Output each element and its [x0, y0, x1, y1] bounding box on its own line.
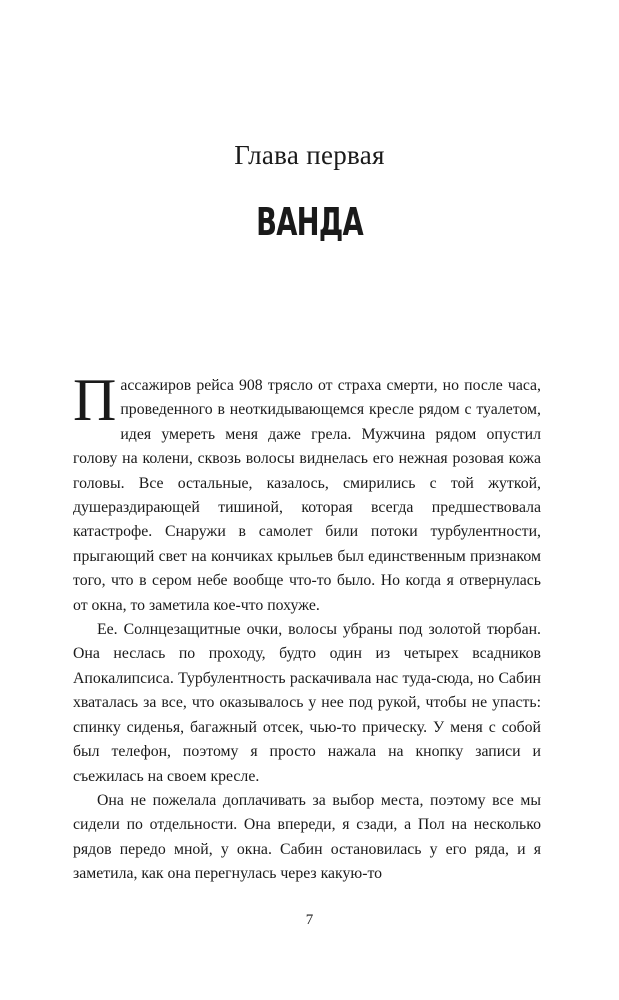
- paragraph-1: [73, 367, 541, 618]
- chapter-label: Глава первая: [234, 140, 385, 170]
- body-text: [73, 367, 541, 887]
- page-number: 7: [305, 912, 314, 928]
- paragraph-2: Ее. Солнцезащитные очки, волосы убраны под золотой тюрбан. Она неслась по проходу, будто один из четырех всадников Апокалипсиса. Турбулентность раскачивала нас туда-сюда, но Сабин хваталась за все, что оказывалось у нее под рукой, чтобы не упасть: спинку сиденья, багажный отсек, чью-то прическу. У меня с собой был телефон, поэтому я просто нажала на кнопку записи и съежилась на своем кресле.: [73, 621, 541, 785]
- chapter-title: ВАНДА: [256, 200, 363, 244]
- paragraph-1-text: ассажиров рейса 908 трясло от страха смерти, но после часа, проведенного в неоткидывающемся кресле рядом с туалетом, идея умереть меня даже грела. Мужчина рядом опустил голову на колени, сквозь волосы виднелась его нежная розовая кожа головы. Все остальные, казалось, смирились с той жуткой, душераздирающей тишиной, которая всегда предшествовала катастрофе. Снаружи в самолет били потоки турбулентности, прыгающий свет на кончиках крыльев был единственным признаком того, что в сером небе вообще что-то было. Но когда я отвернулась от окна, то заметила кое-что похуже.: [73, 377, 541, 614]
- paragraph-3: Она не пожелала доплачивать за выбор места, поэтому все мы сидели по отдельности. Она впереди, я сзади, а Пол на несколько рядов передо мной, у окна. Сабин остановилась у его ряда, и я заметила, как она перегнулась через какую-то: [73, 791, 541, 883]
- drop-cap: П: [73, 367, 117, 433]
